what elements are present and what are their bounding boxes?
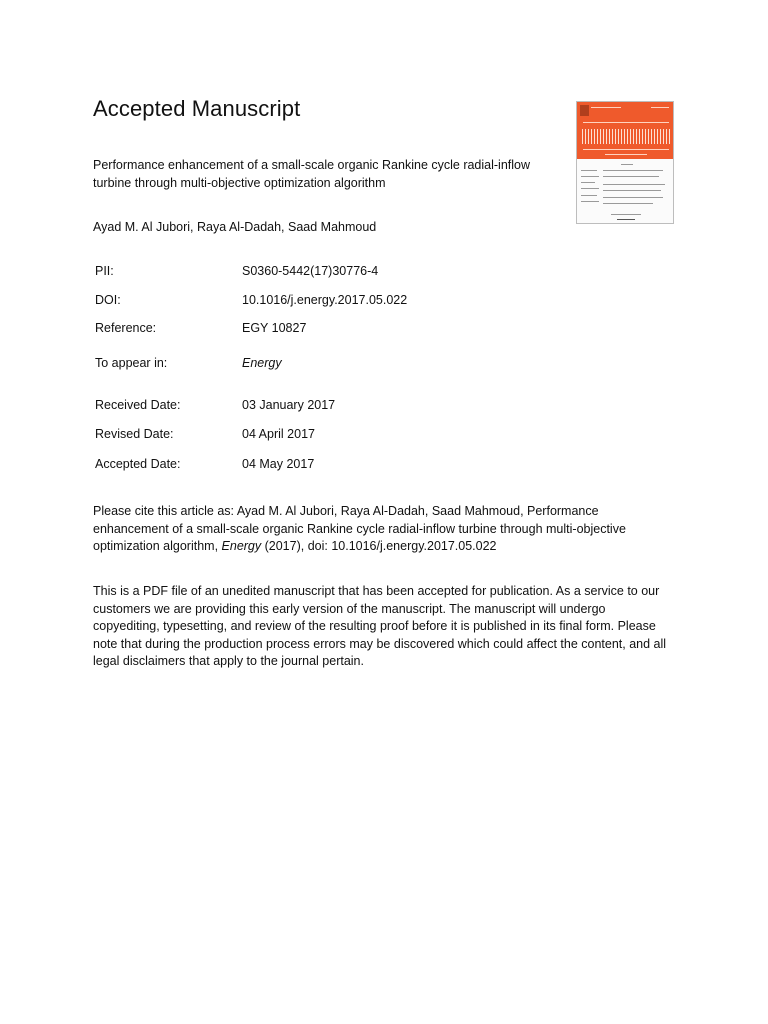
cover-text-line xyxy=(617,219,635,220)
meta-label: PII: xyxy=(95,264,114,278)
meta-label: Reference: xyxy=(95,321,157,335)
cover-text-line xyxy=(581,201,599,202)
cover-text-line xyxy=(581,176,599,177)
meta-label: Received Date: xyxy=(95,398,181,412)
cover-header-block xyxy=(577,102,673,159)
cover-text-line xyxy=(581,188,599,189)
cover-text-line xyxy=(603,190,661,191)
cover-text-line xyxy=(603,203,653,204)
meta-value: Energy xyxy=(242,356,282,370)
cover-text-line xyxy=(603,197,663,198)
cover-text-line xyxy=(581,170,597,171)
meta-value: 10.1016/j.energy.2017.05.022 xyxy=(242,293,408,307)
cover-text-line xyxy=(603,170,663,171)
article-title: Performance enhancement of a small-scale organic Rankine cycle radial-inflow turbine through multi-objective optimization algorithm xyxy=(93,158,531,190)
article-authors: Ayad M. Al Jubori, Raya Al-Dadah, Saad Mahmoud xyxy=(93,220,377,234)
cover-text-line xyxy=(621,164,633,165)
cover-line xyxy=(605,154,647,155)
meta-value: 04 May 2017 xyxy=(242,457,315,471)
cover-text-line xyxy=(603,176,659,177)
citation-journal: Energy xyxy=(221,539,262,554)
cover-line xyxy=(583,122,669,123)
citation-paragraph xyxy=(93,503,673,556)
cover-text-line xyxy=(581,182,595,183)
page-heading: Accepted Manuscript xyxy=(93,96,301,121)
cover-line xyxy=(591,107,621,108)
cover-line xyxy=(651,107,669,108)
meta-value: 03 January 2017 xyxy=(242,398,336,412)
meta-label: DOI: xyxy=(95,293,121,307)
meta-value: EGY 10827 xyxy=(242,321,307,335)
meta-label: Revised Date: xyxy=(95,427,174,441)
cover-text-line xyxy=(603,184,665,185)
citation-suffix: (2017), doi: 10.1016/j.energy.2017.05.022 xyxy=(261,539,497,554)
cover-line xyxy=(583,149,669,150)
meta-label: To appear in: xyxy=(95,356,168,370)
cover-text-line xyxy=(611,214,641,215)
disclaimer-paragraph: This is a PDF file of an unedited manuscript that has been accepted for publication. As a service to our customers we are providing this early version of the manuscript. The manuscript will undergo copyediting, typesetting, and review of the resulting proof before it is published in its final form. Please note that during the production process errors may be discovered which could affect the content, and all legal disclaimers that apply to the journal pertain. xyxy=(93,584,667,669)
citation-prefix: Please cite this article as: Ayad M. Al Jubori, Raya Al-Dadah, Saad Mahmoud, Performance enhancement of a small-scale organic Rankine cycle radial-inflow turbine through multi-objective optimization algorithm, xyxy=(93,504,626,554)
journal-cover-icon xyxy=(576,101,674,224)
meta-label: Accepted Date: xyxy=(95,457,181,471)
meta-value: S0360-5442(17)30776-4 xyxy=(242,264,379,278)
meta-value: 04 April 2017 xyxy=(242,427,315,441)
cover-title-band xyxy=(582,129,670,144)
cover-text-line xyxy=(581,195,597,196)
publisher-logo-icon xyxy=(580,105,589,116)
